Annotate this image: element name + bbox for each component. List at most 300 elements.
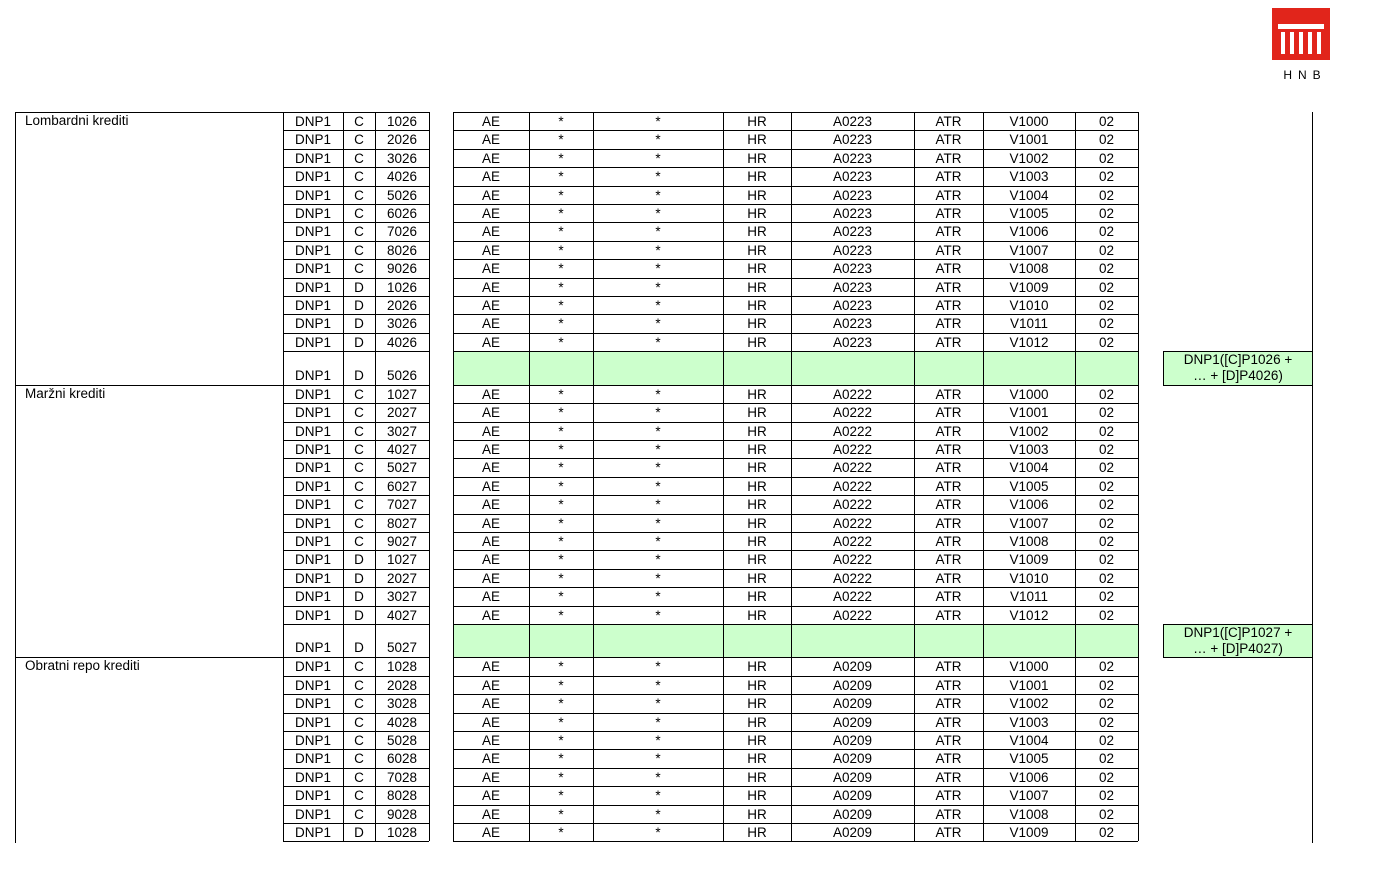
cell-star1: * (558, 423, 564, 439)
cell-type: C (354, 497, 364, 513)
cell-ae: AE (481, 552, 500, 568)
cell-star1: * (558, 589, 564, 605)
total-row-highlight (453, 624, 1139, 659)
cell-num: 02 (1098, 788, 1115, 804)
cell-star2: * (655, 570, 661, 586)
cell-acode: A0223 (832, 279, 873, 295)
cell-type: C (354, 696, 364, 712)
cell-atr: ATR (935, 460, 962, 476)
cell-country: HR (747, 533, 767, 549)
cell-code: 1026 (386, 114, 418, 129)
cell-type: C (354, 386, 364, 402)
table-border (283, 112, 284, 385)
cell-type: C (354, 478, 364, 494)
cell-num: 02 (1098, 386, 1115, 402)
cell-star1: * (558, 570, 564, 586)
cell-country: HR (747, 132, 767, 148)
cell-star2: * (655, 806, 661, 822)
total-formula (1163, 624, 1313, 659)
cell-country: HR (747, 460, 767, 476)
cell-form: DNP1 (294, 132, 331, 148)
table-border (283, 351, 429, 352)
cell-form: DNP1 (294, 825, 331, 840)
cell-star1: * (558, 114, 564, 129)
cell-star2: * (655, 825, 661, 840)
cell-code: 5028 (386, 733, 418, 748)
cell-country: HR (747, 169, 767, 185)
cell-ae: AE (481, 497, 500, 513)
cell-num: 02 (1098, 497, 1115, 513)
cell-form: DNP1 (294, 423, 331, 439)
cell-num: 02 (1098, 298, 1115, 313)
cell-star2: * (655, 132, 661, 148)
cell-ae: AE (481, 677, 500, 693)
cell-vcode: V1007 (1009, 242, 1049, 258)
cell-type: C (354, 751, 364, 767)
cell-acode: A0209 (832, 696, 873, 712)
cell-country: HR (747, 497, 767, 513)
cell-star2: * (655, 552, 661, 568)
cell-vcode: V1005 (1009, 751, 1049, 767)
cell-star1: * (558, 187, 564, 203)
cell-atr: ATR (935, 696, 962, 712)
cell-ae: AE (481, 224, 500, 240)
cell-type: C (354, 460, 364, 476)
cell-num: 02 (1098, 607, 1115, 623)
total-form: DNP1 (294, 640, 331, 656)
cell-type: C (354, 788, 364, 804)
cell-atr: ATR (935, 224, 962, 240)
cell-acode: A0222 (832, 607, 873, 623)
cell-star2: * (655, 733, 661, 748)
table-border (283, 657, 284, 841)
table-border (283, 841, 429, 842)
cell-vcode: V1006 (1009, 497, 1049, 513)
cell-num: 02 (1098, 533, 1115, 549)
cell-ae: AE (481, 169, 500, 185)
cell-country: HR (747, 114, 767, 129)
cell-ae: AE (481, 769, 500, 785)
cell-vcode: V1012 (1009, 334, 1049, 350)
table-border (914, 112, 915, 841)
cell-num: 02 (1098, 515, 1115, 531)
cell-country: HR (747, 515, 767, 531)
cell-acode: A0209 (832, 825, 873, 840)
cell-country: HR (747, 714, 767, 730)
cell-form: DNP1 (294, 497, 331, 513)
cell-ae: AE (481, 132, 500, 148)
cell-num: 02 (1098, 552, 1115, 568)
cell-num: 02 (1098, 150, 1115, 166)
cell-type: D (354, 298, 364, 313)
cell-num: 02 (1098, 279, 1115, 295)
cell-atr: ATR (935, 423, 962, 439)
cell-vcode: V1002 (1009, 423, 1049, 439)
cell-vcode: V1004 (1009, 733, 1049, 748)
cell-type: C (354, 224, 364, 240)
hnb-logo (1272, 8, 1334, 88)
cell-country: HR (747, 478, 767, 494)
cell-code: 7026 (386, 224, 418, 240)
cell-atr: ATR (935, 298, 962, 313)
cell-acode: A0223 (832, 169, 873, 185)
cell-acode: A0222 (832, 570, 873, 586)
cell-country: HR (747, 806, 767, 822)
group-label: Obratni repo krediti (25, 658, 140, 674)
cell-form: DNP1 (294, 187, 331, 203)
cell-num: 02 (1098, 460, 1115, 476)
cell-vcode: V1000 (1009, 114, 1049, 129)
cell-star1: * (558, 607, 564, 623)
cell-star2: * (655, 150, 661, 166)
table-border (343, 112, 344, 841)
cell-num: 02 (1098, 714, 1115, 730)
hnb-logo-text: HNB (1283, 68, 1327, 82)
cell-atr: ATR (935, 334, 962, 350)
cell-num: 02 (1098, 769, 1115, 785)
cell-vcode: V1005 (1009, 206, 1049, 221)
cell-code: 7028 (386, 769, 418, 785)
cell-vcode: V1004 (1009, 460, 1049, 476)
cell-star2: * (655, 386, 661, 402)
cell-star1: * (558, 261, 564, 277)
cell-code: 1028 (386, 825, 418, 840)
cell-star1: * (558, 334, 564, 350)
cell-acode: A0222 (832, 533, 873, 549)
cell-star1: * (558, 150, 564, 166)
cell-star1: * (558, 696, 564, 712)
cell-form: DNP1 (294, 279, 331, 295)
cell-ae: AE (481, 261, 500, 277)
cell-acode: A0223 (832, 114, 873, 129)
cell-star2: * (655, 114, 661, 129)
cell-star1: * (558, 460, 564, 476)
cell-code: 3027 (386, 589, 418, 605)
cell-star2: * (655, 405, 661, 421)
cell-code: 2027 (386, 570, 418, 586)
cell-code: 2026 (386, 132, 418, 148)
formula-line-1: DNP1([C]P1027 + (1183, 624, 1293, 640)
table-border (983, 112, 984, 841)
cell-vcode: V1008 (1009, 533, 1049, 549)
cell-form: DNP1 (294, 677, 331, 693)
cell-star1: * (558, 769, 564, 785)
cell-form: DNP1 (294, 533, 331, 549)
cell-form: DNP1 (294, 261, 331, 277)
cell-form: DNP1 (294, 733, 331, 748)
cell-star1: * (558, 825, 564, 840)
cell-code: 9028 (386, 806, 418, 822)
total-row-highlight (453, 351, 1139, 386)
table-border (1312, 112, 1313, 843)
cell-star2: * (655, 696, 661, 712)
cell-country: HR (747, 150, 767, 166)
cell-type: D (354, 607, 364, 623)
cell-ae: AE (481, 589, 500, 605)
cell-ae: AE (481, 788, 500, 804)
cell-country: HR (747, 696, 767, 712)
cell-star2: * (655, 769, 661, 785)
formula-line-1: DNP1([C]P1026 + (1183, 352, 1293, 368)
cell-ae: AE (481, 298, 500, 313)
cell-country: HR (747, 279, 767, 295)
cell-star2: * (655, 242, 661, 258)
cell-star1: * (558, 533, 564, 549)
cell-ae: AE (481, 279, 500, 295)
cell-star2: * (655, 589, 661, 605)
table-border (283, 385, 284, 658)
cell-code: 4027 (386, 607, 418, 623)
cell-code: 6028 (386, 751, 418, 767)
cell-ae: AE (481, 441, 500, 457)
cell-vcode: V1001 (1009, 405, 1049, 421)
table-border (1075, 112, 1076, 841)
cell-ae: AE (481, 242, 500, 258)
cell-ae: AE (481, 806, 500, 822)
cell-form: DNP1 (294, 806, 331, 822)
cell-star1: * (558, 659, 564, 675)
cell-type: D (354, 552, 364, 568)
cell-num: 02 (1098, 405, 1115, 421)
cell-acode: A0209 (832, 659, 873, 675)
cell-form: DNP1 (294, 441, 331, 457)
cell-acode: A0209 (832, 714, 873, 730)
cell-code: 8026 (386, 242, 418, 258)
cell-code: 1027 (386, 386, 418, 402)
cell-ae: AE (481, 570, 500, 586)
cell-acode: A0222 (832, 515, 873, 531)
cell-type: D (354, 570, 364, 586)
cell-atr: ATR (935, 607, 962, 623)
cell-num: 02 (1098, 751, 1115, 767)
cell-type: C (354, 405, 364, 421)
cell-country: HR (747, 242, 767, 258)
cell-vcode: V1012 (1009, 607, 1049, 623)
cell-star2: * (655, 659, 661, 675)
cell-country: HR (747, 607, 767, 623)
cell-num: 02 (1098, 733, 1115, 748)
cell-type: C (354, 187, 364, 203)
cell-form: DNP1 (294, 316, 331, 332)
cell-num: 02 (1098, 423, 1115, 439)
cell-country: HR (747, 405, 767, 421)
cell-form: DNP1 (294, 478, 331, 494)
cell-country: HR (747, 788, 767, 804)
cell-atr: ATR (935, 515, 962, 531)
cell-atr: ATR (935, 279, 962, 295)
cell-num: 02 (1098, 169, 1115, 185)
cell-num: 02 (1098, 242, 1115, 258)
cell-acode: A0222 (832, 441, 873, 457)
cell-form: DNP1 (294, 788, 331, 804)
cell-star2: * (655, 677, 661, 693)
cell-type: C (354, 150, 364, 166)
cell-star2: * (655, 478, 661, 494)
cell-acode: A0223 (832, 261, 873, 277)
cell-ae: AE (481, 659, 500, 675)
cell-vcode: V1000 (1009, 386, 1049, 402)
cell-type: D (354, 334, 364, 350)
cell-form: DNP1 (294, 714, 331, 730)
cell-vcode: V1011 (1009, 589, 1049, 605)
cell-vcode: V1009 (1009, 552, 1049, 568)
cell-star2: * (655, 714, 661, 730)
cell-num: 02 (1098, 132, 1115, 148)
cell-form: DNP1 (294, 150, 331, 166)
cell-atr: ATR (935, 150, 962, 166)
cell-ae: AE (481, 386, 500, 402)
cell-form: DNP1 (294, 515, 331, 531)
cell-vcode: V1006 (1009, 224, 1049, 240)
cell-country: HR (747, 825, 767, 840)
cell-type: C (354, 714, 364, 730)
cell-acode: A0222 (832, 386, 873, 402)
cell-country: HR (747, 441, 767, 457)
cell-acode: A0222 (832, 552, 873, 568)
cell-country: HR (747, 751, 767, 767)
table-border (375, 112, 376, 841)
cell-atr: ATR (935, 733, 962, 748)
cell-star1: * (558, 478, 564, 494)
cell-num: 02 (1098, 206, 1115, 221)
cell-ae: AE (481, 533, 500, 549)
cell-ae: AE (481, 405, 500, 421)
cell-star1: * (558, 386, 564, 402)
cell-star2: * (655, 515, 661, 531)
cell-num: 02 (1098, 334, 1115, 350)
cell-atr: ATR (935, 677, 962, 693)
cell-ae: AE (481, 187, 500, 203)
table-border (429, 112, 430, 841)
cell-atr: ATR (935, 751, 962, 767)
cell-country: HR (747, 316, 767, 332)
cell-vcode: V1009 (1009, 279, 1049, 295)
cell-form: DNP1 (294, 769, 331, 785)
cell-star2: * (655, 169, 661, 185)
cell-acode: A0223 (832, 132, 873, 148)
cell-type: C (354, 733, 364, 748)
cell-star2: * (655, 607, 661, 623)
cell-atr: ATR (935, 806, 962, 822)
total-formula (1163, 351, 1313, 386)
group-label: Lombardni krediti (25, 113, 129, 128)
cell-form: DNP1 (294, 334, 331, 350)
cell-star1: * (558, 497, 564, 513)
total-type: D (354, 367, 364, 383)
cell-type: C (354, 169, 364, 185)
cell-atr: ATR (935, 206, 962, 221)
cell-country: HR (747, 677, 767, 693)
cell-acode: A0223 (832, 187, 873, 203)
cell-atr: ATR (935, 714, 962, 730)
cell-type: C (354, 423, 364, 439)
cell-atr: ATR (935, 114, 962, 129)
cell-country: HR (747, 224, 767, 240)
cell-type: C (354, 659, 364, 675)
cell-star1: * (558, 224, 564, 240)
cell-vcode: V1003 (1009, 441, 1049, 457)
cell-star1: * (558, 441, 564, 457)
cell-star1: * (558, 552, 564, 568)
cell-form: DNP1 (294, 386, 331, 402)
cell-ae: AE (481, 334, 500, 350)
cell-type: C (354, 769, 364, 785)
cell-acode: A0223 (832, 298, 873, 313)
cell-vcode: V1004 (1009, 187, 1049, 203)
cell-type: C (354, 677, 364, 693)
cell-vcode: V1009 (1009, 825, 1049, 840)
cell-acode: A0209 (832, 751, 873, 767)
cell-star2: * (655, 187, 661, 203)
cell-form: DNP1 (294, 552, 331, 568)
cell-code: 3026 (386, 150, 418, 166)
cell-country: HR (747, 769, 767, 785)
cell-country: HR (747, 334, 767, 350)
total-form: DNP1 (294, 367, 331, 383)
cell-num: 02 (1098, 316, 1115, 332)
table-border (15, 112, 16, 843)
cell-code: 7027 (386, 497, 418, 513)
cell-ae: AE (481, 206, 500, 221)
cell-form: DNP1 (294, 298, 331, 313)
cell-num: 02 (1098, 441, 1115, 457)
cell-code: 4027 (386, 441, 418, 457)
cell-form: DNP1 (294, 206, 331, 221)
cell-country: HR (747, 298, 767, 313)
cell-ae: AE (481, 825, 500, 840)
cell-country: HR (747, 570, 767, 586)
cell-country: HR (747, 589, 767, 605)
cell-type: C (354, 114, 364, 129)
cell-atr: ATR (935, 441, 962, 457)
cell-type: D (354, 279, 364, 295)
formula-line-2: … + [D]P4026) (1193, 368, 1283, 384)
cell-num: 02 (1098, 659, 1115, 675)
cell-star1: * (558, 751, 564, 767)
cell-star1: * (558, 677, 564, 693)
cell-vcode: V1010 (1009, 570, 1049, 586)
formula-line-2: … + [D]P4027) (1193, 640, 1283, 656)
cell-star2: * (655, 423, 661, 439)
cell-acode: A0223 (832, 150, 873, 166)
cell-atr: ATR (935, 261, 962, 277)
cell-form: DNP1 (294, 224, 331, 240)
cell-num: 02 (1098, 224, 1115, 240)
cell-star1: * (558, 298, 564, 313)
cell-atr: ATR (935, 589, 962, 605)
cell-star1: * (558, 242, 564, 258)
cell-vcode: V1011 (1009, 316, 1049, 332)
cell-code: 9027 (386, 533, 418, 549)
cell-num: 02 (1098, 478, 1115, 494)
cell-code: 9026 (386, 261, 418, 277)
cell-num: 02 (1098, 570, 1115, 586)
cell-acode: A0209 (832, 677, 873, 693)
cell-num: 02 (1098, 589, 1115, 605)
total-code: 5026 (386, 367, 418, 383)
cell-acode: A0223 (832, 206, 873, 221)
table-border (453, 112, 454, 841)
cell-code: 8027 (386, 515, 418, 531)
cell-atr: ATR (935, 769, 962, 785)
cell-country: HR (747, 659, 767, 675)
cell-vcode: V1010 (1009, 298, 1049, 313)
cell-type: C (354, 806, 364, 822)
cell-star2: * (655, 441, 661, 457)
cell-ae: AE (481, 114, 500, 129)
cell-star1: * (558, 405, 564, 421)
cell-form: DNP1 (294, 607, 331, 623)
